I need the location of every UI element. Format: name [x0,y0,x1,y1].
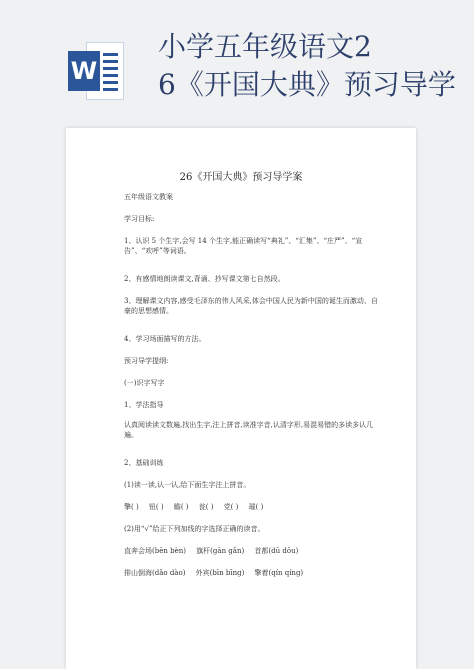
practice-1: (1)读一读,认一认,给下面生字注上拼音。 [124,481,251,489]
page-title: 小学五年级语文2 6《开国大典》预习导学 [158,30,456,101]
section-heading: (一)识字写字 [124,379,165,387]
readings-row-1 [124,546,306,556]
char-item: 璀( ) [248,503,264,511]
char-item: 瞻( ) [173,503,189,511]
word-badge: W [68,51,100,91]
reading-item: 擎着(qín qíng) [254,569,304,577]
goals-heading: 学习目标: [124,215,155,223]
char-item: 瓮( ) [198,503,214,511]
reading-item: 旗杆(gān gǎn) [196,547,245,555]
readings-row-2 [124,568,311,578]
char-item: 擎( ) [124,503,139,511]
document-subtitle: 五年级语文教案 [124,193,173,201]
goal-1: 1、认识 5 个生字,会写 14 个生字,能正确读写“典礼”、“汇集”、“庄严”、“宣告”、“欢呼”等词语。 [124,237,363,255]
reading-item: 直奔会场(bēn bèn) [124,547,186,555]
goal-4: 4、学习场面描写的方法。 [124,335,206,343]
document-page [66,128,416,669]
guide-heading: 预习导学提纲: [124,357,169,365]
char-item: 党( ) [223,503,239,511]
reading-item: 排山倒海(dǎo dào) [124,569,186,577]
reading-item: 外宾(bīn bīng) [195,569,245,577]
method-text: 认真阅读读文数遍,找出生字,注上拼音,读准字音,认清字形,易混易错的多读多认几遍。 [124,421,374,439]
practice-2: (2)用“√”给正下列加线的字选择正确的读音。 [124,525,265,533]
goal-2: 2、有感情地朗读课文,背诵、抄写课文第七自然段。 [124,275,285,283]
reading-item: 首都(dū dōu) [254,547,299,555]
document-title: 26《开国大典》预习导学案 [179,172,303,183]
char-item: 钮( ) [148,503,164,511]
method-heading: 1、学法指导 [124,401,164,409]
goal-3: 3、理解课文内容,感受毛泽东的伟人风采,体会中国人民为新中国的诞生而激动、自豪的思想感情。 [124,297,378,315]
chars-row [124,502,271,512]
practice-heading: 2、基础训练 [124,459,164,467]
word-icon [68,42,124,100]
header-banner [0,0,474,120]
